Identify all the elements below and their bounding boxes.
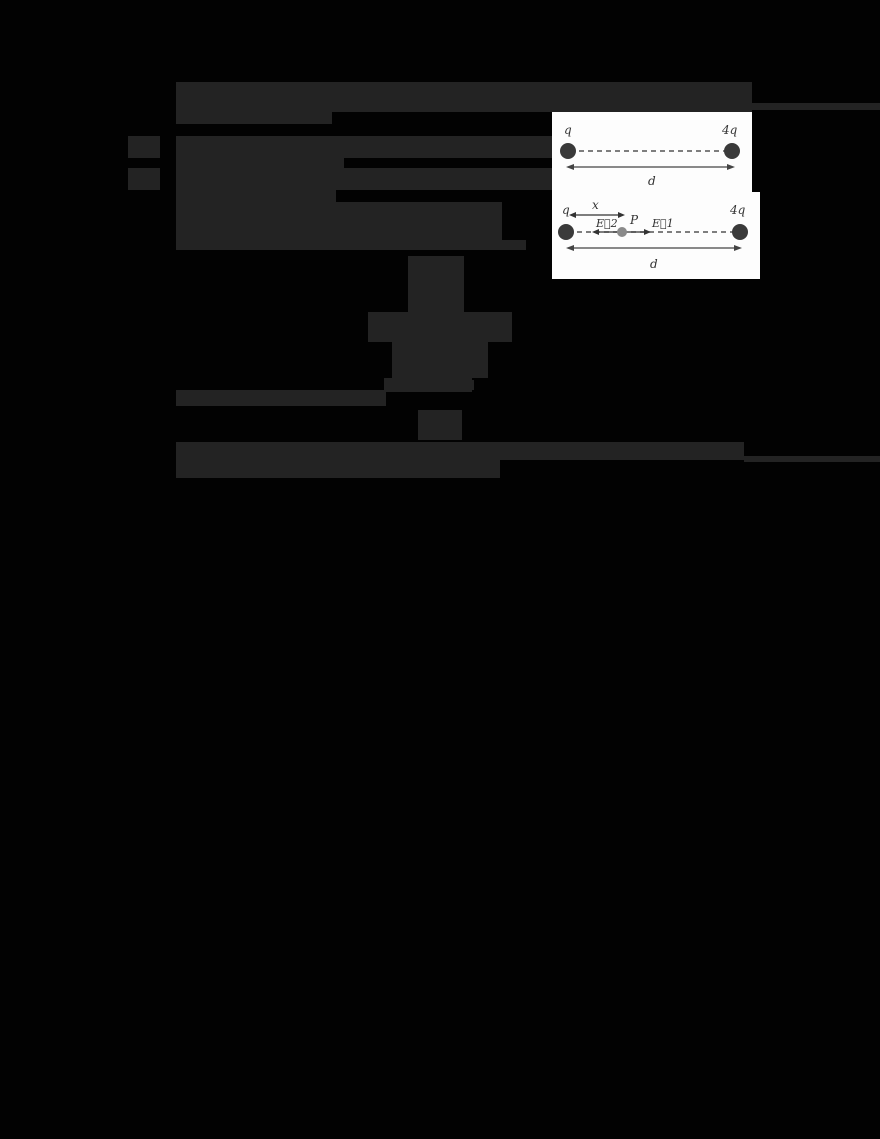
redacted-text-line-5	[176, 202, 502, 250]
distance-d-label: d	[650, 257, 658, 271]
redacted-text-line-9	[176, 442, 744, 460]
charge-q-icon	[560, 143, 576, 159]
redacted-question-number-a	[128, 136, 160, 158]
charge-4q-label: 4q	[730, 203, 746, 217]
redacted-heading-line-1	[176, 82, 752, 112]
redacted-equation-mid	[368, 312, 512, 342]
field-e2-label: E⃗2	[596, 217, 618, 230]
charge-q-icon	[558, 224, 574, 240]
redacted-rule	[752, 103, 880, 110]
redacted-heading-line-2	[176, 112, 332, 124]
redacted-text-line-4	[176, 190, 336, 202]
figure-field-point	[552, 192, 760, 279]
distance-d-label: d	[648, 174, 656, 188]
redacted-text-line-6	[500, 240, 526, 250]
redacted-equation-low	[392, 342, 488, 378]
redacted-question-number-b	[128, 168, 160, 190]
point-p-label: P	[630, 213, 639, 227]
charge-4q-label: 4q	[722, 123, 738, 137]
point-p-icon	[617, 227, 627, 237]
redacted-text-line-10	[176, 460, 500, 478]
charge-q-label: q	[564, 123, 572, 137]
charge-q-label: q	[562, 203, 570, 217]
redacted-rule-2	[744, 456, 880, 462]
charge-4q-icon	[724, 143, 740, 159]
charge-4q-icon	[732, 224, 748, 240]
figure-two-charges	[552, 112, 752, 192]
field-e1-label: E⃗1	[652, 217, 674, 230]
redacted-formula-small	[418, 410, 462, 440]
redacted-text-line-2	[176, 158, 344, 168]
redacted-text-line-7	[176, 390, 386, 406]
redacted-equation	[408, 256, 464, 312]
redacted-text-line-1	[176, 136, 552, 158]
redacted-text-line-8	[386, 380, 474, 390]
offset-x-label: x	[592, 198, 599, 212]
redacted-text-line-3	[176, 168, 552, 190]
